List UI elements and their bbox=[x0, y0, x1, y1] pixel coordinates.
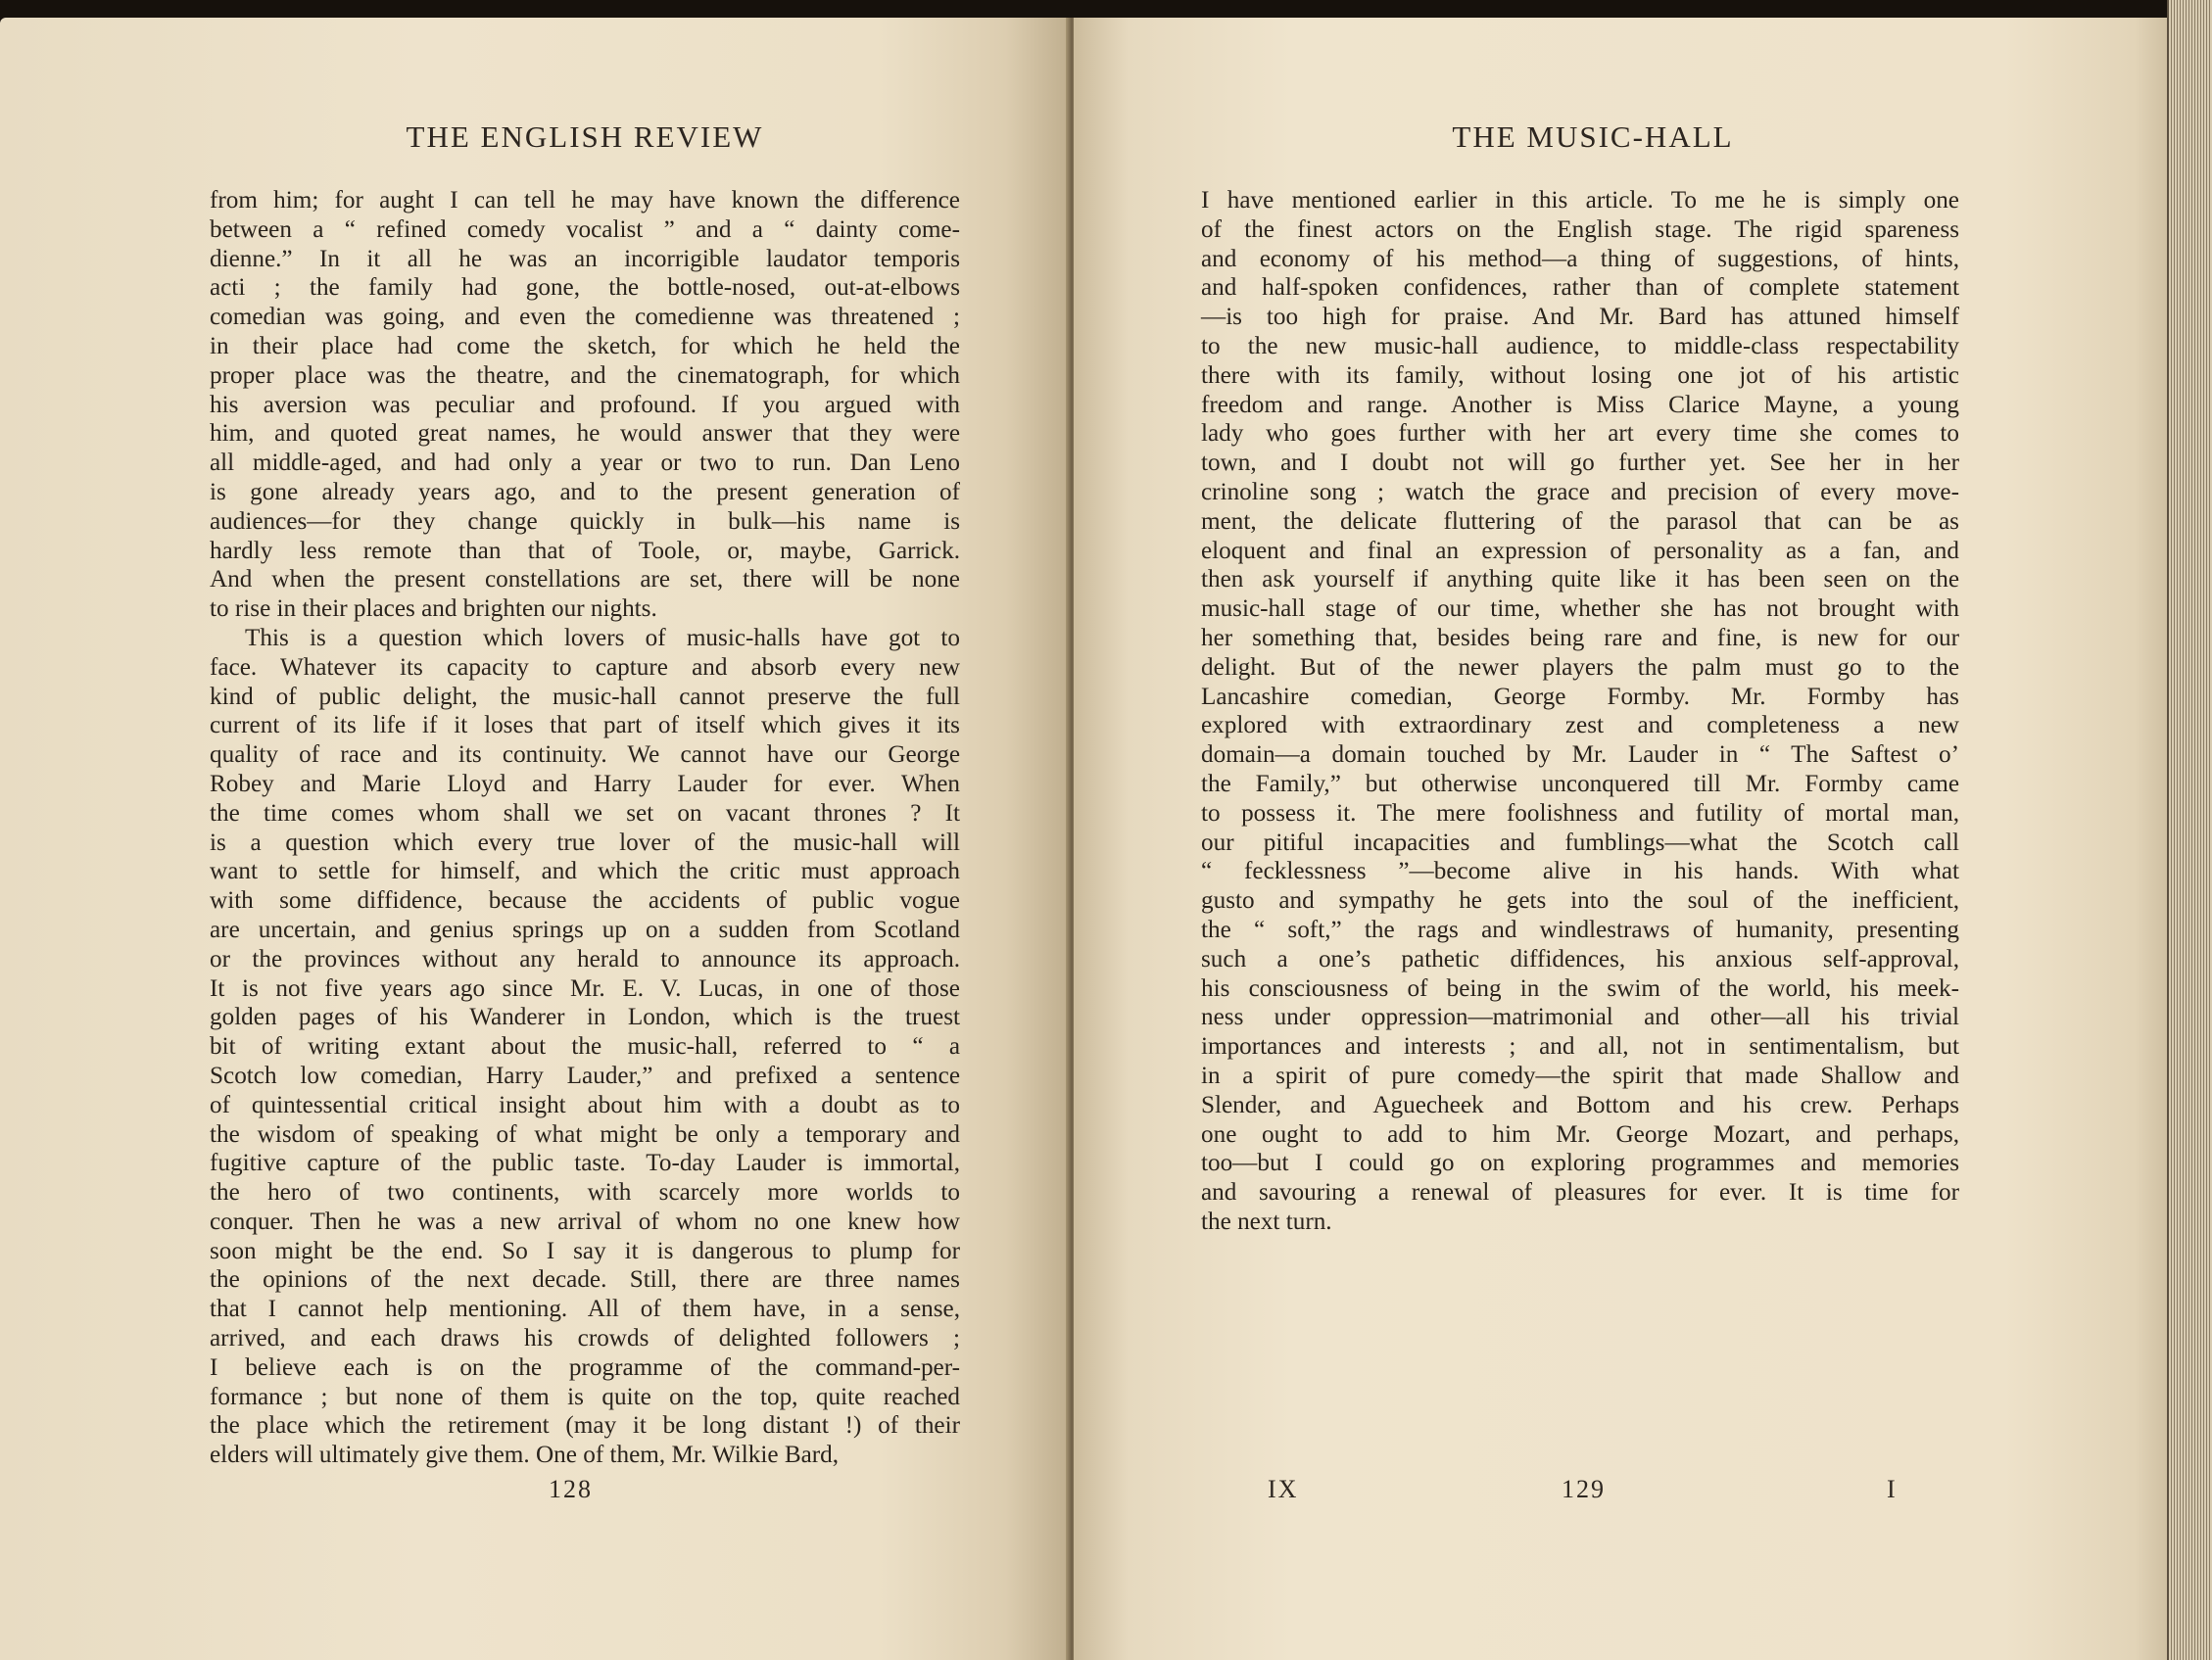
right-body-text bbox=[1201, 186, 1959, 1237]
text-line: town, and I doubt not will go further yet. See her in her bbox=[1201, 450, 1959, 477]
text-line: fugitive capture of the public taste. To-day Lauder is immortal, bbox=[210, 1150, 960, 1177]
text-line: in their place had come the sketch, for which he held the bbox=[210, 332, 960, 359]
text-line: the opinions of the next decade. Still, there are three names bbox=[210, 1266, 960, 1294]
text-line: This is a question which lovers of music-halls have got to bbox=[245, 624, 960, 651]
text-line: the Family,” but otherwise unconquered till Mr. Formby came bbox=[1201, 770, 1959, 797]
text-line: And when the present constellations are set, there will be none bbox=[210, 566, 960, 593]
page-number-right: 129 bbox=[1562, 1475, 1606, 1503]
text-line: that I cannot help mentioning. All of them have, in a sense, bbox=[210, 1296, 960, 1323]
text-line: of the finest actors on the English stage. The rigid spareness bbox=[1201, 215, 1959, 243]
page-edges bbox=[2167, 0, 2212, 1660]
text-line: kind of public delight, the music-hall cannot preserve the full bbox=[210, 683, 960, 710]
text-line: his consciousness of being in the swim of the world, his meek- bbox=[1201, 974, 1959, 1002]
text-line: arrived, and each draws his crowds of delighted followers ; bbox=[210, 1325, 960, 1352]
running-head-left: THE ENGLISH REVIEW bbox=[406, 119, 764, 154]
text-line: the next turn. bbox=[1201, 1208, 1332, 1235]
text-line: gusto and sympathy he gets into the soul of the inefficient, bbox=[1201, 887, 1959, 915]
text-line: domain—a domain touched by Mr. Lauder in “ The Saftest o’ bbox=[1201, 741, 1959, 769]
text-line: comedian was going, and even the comedienne was threatened ; bbox=[210, 304, 960, 331]
text-line: crinoline song ; watch the grace and precision of every move- bbox=[1201, 478, 1959, 505]
text-line: formance ; but none of them is quite on the top, quite reached bbox=[210, 1383, 960, 1410]
text-line: golden pages of his Wanderer in London, which is the truest bbox=[210, 1004, 960, 1031]
text-line: conquer. Then he was a new arrival of whom no one knew how bbox=[210, 1208, 960, 1235]
text-line: audiences—for they change quickly in bulk—his name is bbox=[210, 507, 960, 535]
text-line: too—but I could go on exploring programmes and memories bbox=[1201, 1150, 1959, 1177]
text-line: Robey and Marie Lloyd and Harry Lauder for ever. When bbox=[210, 770, 960, 797]
text-line: dienne.” In it all he was an incorrigible laudator temporis bbox=[210, 245, 960, 272]
text-line: delight. But of the newer players the palm must go to the bbox=[1201, 653, 1959, 681]
text-line: “ fecklessness ”—become alive in his hands. With what bbox=[1201, 858, 1959, 885]
text-line: importances and interests ; and all, not in sentimentalism, but bbox=[1201, 1033, 1959, 1061]
signature-mark: IX bbox=[1268, 1475, 1299, 1503]
text-line: there with its family, without losing one jot of his artistic bbox=[1201, 361, 1959, 389]
text-line: Scotch low comedian, Harry Lauder,” and prefixed a sentence bbox=[210, 1062, 960, 1089]
text-line: lady who goes further with her art every time she comes to bbox=[1201, 420, 1959, 448]
running-head-right: THE MUSIC-HALL bbox=[1452, 119, 1734, 154]
text-line: to the new music-hall audience, to middle-class respectability bbox=[1201, 332, 1959, 359]
left-body-text bbox=[210, 186, 960, 1470]
text-line: is a question which every true lover of the music-hall will bbox=[210, 829, 960, 856]
text-line: face. Whatever its capacity to capture and absorb every new bbox=[210, 653, 960, 681]
text-line: all middle-aged, and had only a year or two to run. Dan Leno bbox=[210, 450, 960, 477]
text-line: such a one’s pathetic diffidences, his anxious self-approval, bbox=[1201, 945, 1959, 972]
text-line: the “ soft,” the rags and windlestraws of humanity, presenting bbox=[1201, 916, 1959, 943]
text-line: I have mentioned earlier in this article. To me he is simply one bbox=[1201, 187, 1959, 213]
text-line: It is not five years ago since Mr. E. V. Lucas, in one of those bbox=[210, 974, 960, 1002]
text-line: explored with extraordinary zest and completeness a new bbox=[1201, 712, 1959, 739]
text-line: and half-spoken confidences, rather than of complete statement bbox=[1201, 274, 1959, 302]
text-line: Slender, and Aguecheek and Bottom and his crew. Perhaps bbox=[1201, 1091, 1959, 1118]
text-line: her something that, besides being rare and fine, is new for our bbox=[1201, 624, 1959, 651]
gathering-mark: I bbox=[1887, 1475, 1898, 1503]
page-number-left: 128 bbox=[549, 1475, 593, 1503]
text-line: from him; for aught I can tell he may have known the difference bbox=[210, 187, 960, 213]
text-line: him, and quoted great names, he would answer that they were bbox=[210, 420, 960, 448]
text-line: want to settle for himself, and which the critic must approach bbox=[210, 858, 960, 885]
text-line: of quintessential critical insight about him with a doubt as to bbox=[210, 1091, 960, 1118]
text-line: to rise in their places and brighten our nights. bbox=[210, 595, 657, 623]
text-line: quality of race and its continuity. We cannot have our George bbox=[210, 741, 960, 769]
text-line: and savouring a renewal of pleasures for ever. It is time for bbox=[1201, 1179, 1959, 1207]
text-line: ment, the delicate fluttering of the parasol that can be as bbox=[1201, 507, 1959, 535]
text-line: acti ; the family had gone, the bottle-nosed, out-at-elbows bbox=[210, 274, 960, 302]
text-line: then ask yourself if anything quite like it has been seen on the bbox=[1201, 566, 1959, 593]
left-page bbox=[0, 18, 1070, 1660]
text-line: soon might be the end. So I say it is dangerous to plump for bbox=[210, 1237, 960, 1264]
text-line: music-hall stage of our time, whether she has not brought with bbox=[1201, 595, 1959, 623]
text-line: our pitiful incapacities and fumblings—what the Scotch call bbox=[1201, 829, 1959, 856]
text-line: —is too high for praise. And Mr. Bard has attuned himself bbox=[1201, 304, 1959, 331]
text-line: the time comes whom shall we set on vacant thrones ? It bbox=[210, 799, 960, 827]
text-line: and economy of his method—a thing of suggestions, of hints, bbox=[1201, 245, 1959, 272]
text-line: Lancashire comedian, George Formby. Mr. Formby has bbox=[1201, 683, 1959, 710]
text-line: the place which the retirement (may it be long distant !) of their bbox=[210, 1412, 960, 1440]
text-line: current of its life if it loses that part of itself which gives it its bbox=[210, 712, 960, 739]
text-line: hardly less remote than that of Toole, or, maybe, Garrick. bbox=[210, 537, 960, 564]
text-line: ness under oppression—matrimonial and other—all his trivial bbox=[1201, 1004, 1959, 1031]
text-line: proper place was the theatre, and the cinematograph, for which bbox=[210, 361, 960, 389]
text-line: eloquent and final an expression of personality as a fan, and bbox=[1201, 537, 1959, 564]
text-line: freedom and range. Another is Miss Clarice Mayne, a young bbox=[1201, 391, 1959, 418]
text-line: his aversion was peculiar and profound. If you argued with bbox=[210, 391, 960, 418]
text-line: or the provinces without any herald to announce its approach. bbox=[210, 945, 960, 972]
text-line: one ought to add to him Mr. George Mozart, and perhaps, bbox=[1201, 1120, 1959, 1148]
text-line: in a spirit of pure comedy—the spirit that made Shallow and bbox=[1201, 1062, 1959, 1089]
text-line: is gone already years ago, and to the present generation of bbox=[210, 478, 960, 505]
text-line: with some diffidence, because the accidents of public vogue bbox=[210, 887, 960, 915]
right-page bbox=[1074, 18, 2167, 1660]
text-line: the hero of two continents, with scarcely more worlds to bbox=[210, 1179, 960, 1207]
text-line: elders will ultimately give them. One of them, Mr. Wilkie Bard, bbox=[210, 1442, 840, 1469]
text-line: to possess it. The mere foolishness and futility of mortal man, bbox=[1201, 799, 1959, 827]
text-line: the wisdom of speaking of what might be only a temporary and bbox=[210, 1120, 960, 1148]
text-line: bit of writing extant about the music-hall, referred to “ a bbox=[210, 1033, 960, 1061]
text-line: I believe each is on the programme of the command-per- bbox=[210, 1353, 960, 1381]
text-line: are uncertain, and genius springs up on a sudden from Scotland bbox=[210, 916, 960, 943]
text-line: between a “ refined comedy vocalist ” and a “ dainty come- bbox=[210, 215, 960, 243]
